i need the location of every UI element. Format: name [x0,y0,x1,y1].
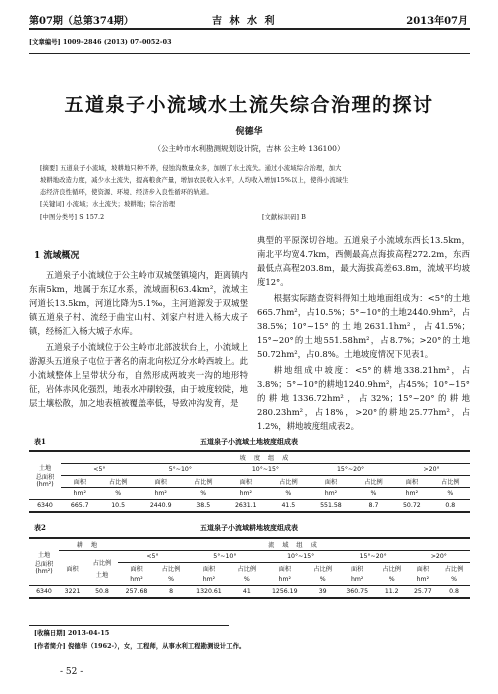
cell: 41 [242,588,251,595]
cell: 551.58 [320,502,342,509]
author-affiliation: （公主岭市水利勘测规划设计院，吉林 公主岭 136100） [153,144,345,153]
range-header: >20° [430,553,447,560]
col-header: 占比例 [108,479,128,486]
paragraph: 五道泉子小流域位于公主岭市双城堡镇境内，距离镇内东南5km，地属于东辽水系，流域面积63.4km²，流域主河道长13.5km，河道比降为5.1‰，主河道源发于双城堡镇五道泉子村、流经于曲宝山村、刘家户村进入杨大成子镇，经杨汇入杨大城子水库。 [29,270,248,336]
col-header: 面积 [202,566,216,573]
col-header: 面积 [278,566,291,573]
author-name: 倪德华 [235,127,263,137]
unit: hm² [278,576,291,583]
col-header: 占比例 [193,479,213,486]
cell: 0.8 [445,502,456,509]
range-header: 5°~10° [213,553,237,560]
table1 [29,450,470,513]
cell: 6340 [37,502,53,509]
col-header: 占比例 [441,479,460,486]
clc-number: [中图分类号] S 157.2 [40,214,105,221]
received-date: [收稿日期] 2013-04-15 [34,630,110,637]
cell: 50.72 [403,502,421,509]
col-header: 面积 [239,479,252,486]
issue-number: 第07期（总第374期） [29,16,134,27]
col-header: 面积 [66,565,79,573]
code-rule [29,53,470,54]
header-rule [29,28,470,30]
abstract-line: [摘要] 五道泉子小流域，坡耕地只种不养，侵蚀沟数量众多，加剧了水土流失。通过小流域综合治理，加大 [40,165,342,172]
col-header: 占比例 [161,566,181,573]
col-header: 面积 [351,566,364,573]
paragraph: 根据实际踏查资料得知土地地面组成为：<5°的土地665.7hm²，占10.5%；5°~10°的土地2440.9hm²，占38.5%；10°~15°的土地2631.1hm²，占41.5%；15°~20°的土地551.58hm²，占8.7%；>20°的土地50.72hm²，占0.8%。土地坡度情况下见表1。 [257,293,470,359]
col-header: 面积 [154,479,167,486]
range-header: 15°~20° [359,553,387,560]
cell: 38.5 [196,502,211,509]
article-code: [文章编号] 1009-2846 (2013) 07-0052-03 [29,39,172,46]
unit: % [115,490,122,497]
unit: hm² [350,576,364,583]
unit: hm² [239,490,253,497]
col-header: 占比例 [279,479,298,486]
table2-label: 表2 [34,523,46,532]
unit: % [451,576,457,583]
table2 [29,537,470,599]
abstract-line: 坡耕地改造力度，减少水土流失，提高粮食产量，增加农民收入水平，人均收入增加15%以上，使得小流域生 [40,177,349,184]
range-header: <5° [146,553,159,560]
journal-name: 吉 林 水 利 [212,16,277,27]
unit: % [319,576,326,583]
cell: 39 [318,588,327,595]
footnote-rule [29,625,229,626]
col-header: 面积 [405,479,419,486]
cell: 1256.19 [271,588,298,595]
row-header: 土地 总面积 (hm²) [34,551,54,575]
keywords: [关键词] 小流域；水土流失；坡耕地；综合治理 [40,201,176,208]
cell: 2440.9 [149,502,172,509]
col-header: 占比例 [444,566,464,573]
col-header: 占比例 土地 [92,559,112,579]
table-row [29,500,470,513]
range-header: 10°~15° [251,466,279,473]
unit: hm² [416,576,430,583]
cell: 0.8 [449,588,459,595]
cell: 2631.1 [234,502,257,509]
cell: 360.75 [346,588,369,595]
cell: 8.7 [368,502,379,509]
unit: hm² [324,490,338,497]
group-header: 坡 度 组 成 [239,455,292,462]
issue-date: 2013年07月 [406,16,468,27]
section-heading: 1 流域概况 [34,251,80,261]
unit: % [243,576,250,583]
unit: hm² [405,490,419,497]
table1-caption: 五道泉子小流域土地坡度组成表 [200,437,298,446]
article-title: 五道泉子小流域水土流失综合治理的探讨 [64,94,434,116]
cell: 50.8 [95,588,109,595]
table2-caption: 五道泉子小流域耕地坡度组成表 [200,523,298,532]
col-header: 占比例 [364,479,383,486]
col-header: 面积 [73,479,86,486]
range-header: <5° [93,466,106,473]
cell: 11.2 [384,588,399,595]
unit: % [447,490,454,497]
cell: 25.77 [414,588,432,595]
unit: % [285,490,292,497]
row-header: 土地 总面积 (hm²) [35,465,55,488]
col-header: 占比例 [313,566,332,573]
cell: 3221 [64,588,81,595]
paragraph: 五道泉子小流域位于公主岭市北部波状台上，小流域上游源头五道泉子屯位于著名的南北向松辽分水岭西坡上。此小流域整体上呈带状分布，自然形成两坡夹一沟的地形特征，岩体赤风化强烈，地表水冲刷较强，由于坡度较陡，地层土壤松散，加之地表植被覆盖率低，导致冲沟发育，是 [29,342,248,408]
unit: hm² [154,490,167,497]
left-column [29,268,248,410]
paragraph: 典型的平原深切谷地。五道泉子小流域东西长13.5km，南北平均宽4.7km，西侧最高点海拔高程272.2m，东西最低点高程203.8m，最大海拔高差63.8m，流域平均坡度12°。 [257,235,470,287]
cell: 257.68 [125,588,148,595]
range-header: 15°~20° [336,466,365,473]
page-number: - 52 - [60,667,84,677]
right-column [257,233,470,433]
abstract [40,163,460,211]
unit: hm² [130,576,143,583]
unit: hm² [73,490,86,497]
col-header: 面积 [130,566,143,573]
cell: 10.5 [111,502,126,509]
col-header: 面积 [416,566,430,573]
unit: % [370,490,377,497]
cell: 41.5 [281,502,296,509]
paragraph: 耕地组成中坡度：<5°的耕地338.21hm²，占3.8%；5°~10°的耕地1240.9hm²，占45%；10°~15°的耕地1336.72hm²，占32%；15°~20°的耕地280.23hm²，占18%，>20°的耕地25.77hm²，占1.2%，耕地坡度组成表2。 [257,365,470,431]
unit: hm² [202,576,216,583]
cell: 8 [169,588,173,595]
unit: % [388,576,395,583]
author-bio: [作者简介] 倪德华（1962-），女，工程师，从事水利工程勘测设计工作。 [34,643,246,650]
table-row [29,586,470,599]
col-header: 占比例 [382,566,401,573]
table1-label: 表1 [34,437,46,446]
col-header: 面积 [324,479,338,486]
unit: % [168,576,174,583]
col-header: 占比例 [237,566,257,573]
cell: 1320.61 [196,588,222,595]
cell: 665.7 [70,502,89,509]
range-header: 5°~10° [168,466,192,473]
abstract-line: 态经济良性循环，使资源、环境、经济步入良性循环的轨道。 [40,189,213,196]
unit: % [200,490,207,497]
group-header-left: 耕 地 [76,542,101,549]
cell: 6340 [36,588,52,595]
range-header: 10°~15° [287,553,315,560]
document-id: [文献标识码] B [262,214,306,221]
group-header-right: 流 域 组 成 [268,542,320,549]
range-header: >20° [423,466,440,473]
